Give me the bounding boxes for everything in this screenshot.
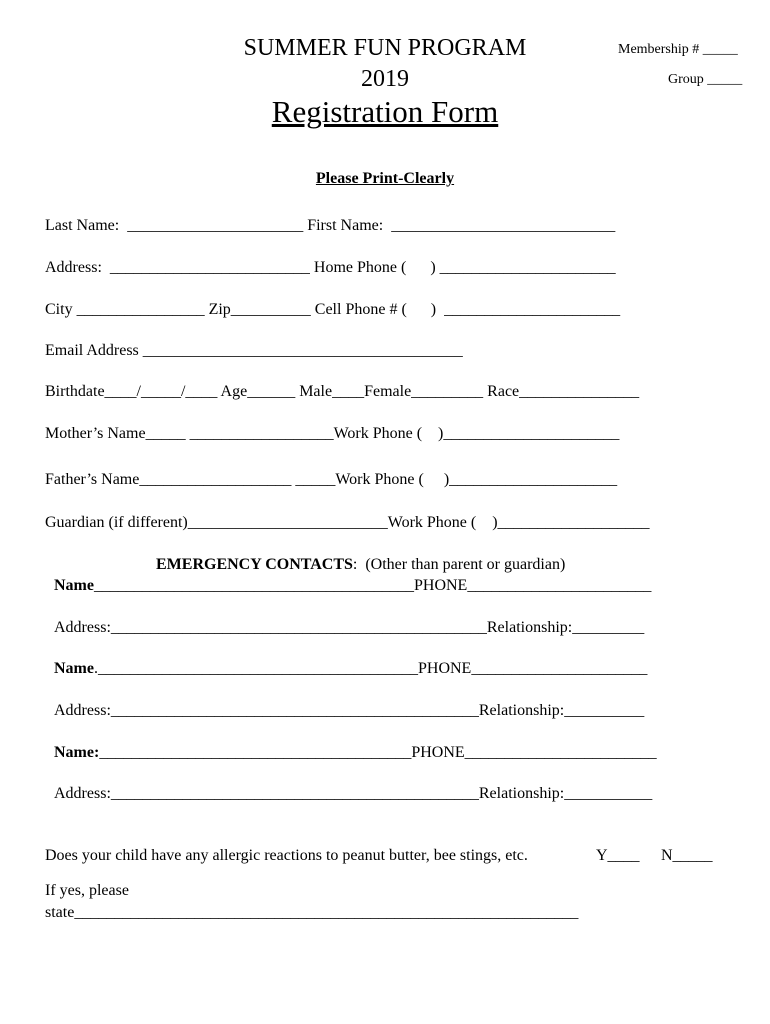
city-zip-cell-line[interactable]: City ________________ Zip__________ Cell Phone # ( ) ______________________	[45, 301, 621, 318]
mother-line[interactable]: Mother’s Name_____ __________________Work Phone ( )______________________	[45, 425, 620, 442]
emergency-3-name-label: Name:	[54, 744, 100, 761]
emergency-3-name-blank[interactable]: _______________________________________PHONE________________________	[99, 744, 657, 761]
print-instruction: Please Print-Clearly	[315, 170, 455, 187]
emergency-heading-bold: EMERGENCY CONTACTS	[156, 556, 353, 573]
program-title: SUMMER FUN PROGRAM	[243, 35, 527, 61]
allergy-state-line[interactable]: state_______________________________________________________________	[45, 904, 579, 921]
father-line[interactable]: Father’s Name___________________ _____Work Phone ( )_____________________	[45, 471, 618, 488]
allergy-yes-field[interactable]: Y____	[596, 847, 640, 864]
email-line[interactable]: Email Address ________________________________________	[45, 342, 463, 359]
emergency-2-name-label: Name	[54, 660, 94, 677]
emergency-1-name-label: Name	[54, 577, 94, 594]
membership-number-field[interactable]: Membership # _____	[618, 42, 738, 57]
emergency-1-name-line[interactable]	[54, 578, 651, 594]
group-field[interactable]: Group _____	[668, 72, 743, 87]
emergency-heading-note: : (Other than parent or guardian)	[352, 556, 566, 573]
emergency-2-address-line[interactable]: Address:______________________________________________Relationship:__________	[54, 702, 645, 719]
form-title: Registration Form	[271, 94, 499, 129]
emergency-2-name-blank[interactable]: .________________________________________PHONE______________________	[93, 660, 648, 677]
birthdate-line[interactable]: Birthdate____/_____/____ Age______ Male____Female_________ Race_______________	[45, 383, 640, 400]
emergency-1-address-line[interactable]: Address:_______________________________________________Relationship:_________	[54, 619, 645, 636]
emergency-3-address-line[interactable]: Address:______________________________________________Relationship:___________	[54, 785, 653, 802]
name-fields-line[interactable]: Last Name: ______________________ First Name: ____________________________	[45, 217, 616, 234]
allergy-if-yes-label: If yes, please	[45, 882, 129, 899]
allergy-question: Does your child have any allergic reactions to peanut butter, bee stings, etc.	[45, 847, 528, 864]
emergency-1-name-blank[interactable]: ________________________________________PHONE_______________________	[93, 577, 652, 594]
emergency-heading	[156, 557, 565, 573]
emergency-3-name-line[interactable]	[54, 745, 657, 761]
program-year: 2019	[361, 66, 409, 92]
address-phone-line[interactable]: Address: _________________________ Home Phone ( ) ______________________	[45, 259, 616, 276]
allergy-no-field[interactable]: N_____	[661, 847, 713, 864]
guardian-line[interactable]: Guardian (if different)_________________________Work Phone ( )___________________	[45, 514, 650, 531]
emergency-2-name-line[interactable]	[54, 661, 647, 677]
